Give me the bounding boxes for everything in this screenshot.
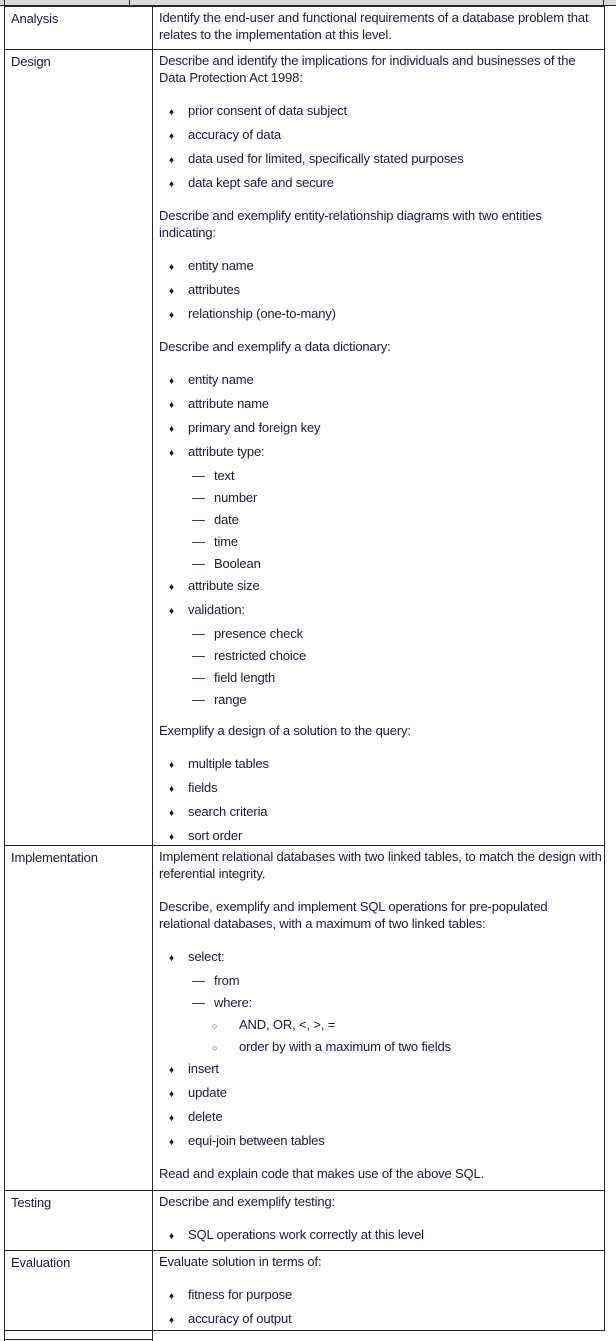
bullet-item-label: presence check <box>214 626 303 641</box>
bullet-item-line <box>159 1016 602 1035</box>
bullet-item <box>159 691 602 708</box>
bullet-item-label: accuracy of data <box>188 127 281 142</box>
bullet-item-label: validation: <box>188 602 245 617</box>
bullet-item-line <box>159 443 602 462</box>
bullet-item-line <box>159 533 602 550</box>
bullet-item <box>159 533 602 550</box>
bullet-item-line <box>159 126 602 145</box>
bullet-item-label: accuracy of output <box>188 1311 292 1326</box>
bullet-item-label: order by with a maximum of two fields <box>239 1039 451 1054</box>
bullet-item <box>159 1286 602 1305</box>
diamond-bullet-icon: ♦ <box>169 310 174 321</box>
bullet-item-label: AND, OR, <, >, = <box>239 1017 336 1032</box>
bullet-item-line <box>159 395 602 414</box>
bullet-item-line <box>159 1286 602 1305</box>
bullet-item-line <box>159 150 602 169</box>
bullet-item <box>159 948 602 1057</box>
diamond-bullet-icon: ♦ <box>169 1089 174 1100</box>
bullet-item <box>159 102 602 121</box>
dash-bullet-icon: — <box>192 556 205 571</box>
bullet-item-line <box>159 174 602 193</box>
bullet-item-line <box>159 511 602 528</box>
bullet-item-line <box>159 467 602 484</box>
requirement-paragraph: Describe and exemplify entity-relationship diagrams with two entities indicating: <box>159 208 542 240</box>
bullet-item-label: range <box>214 692 247 707</box>
diamond-bullet-icon: ♦ <box>169 107 174 118</box>
bullet-item-label: attribute name <box>188 396 270 411</box>
bullet-item <box>159 827 602 845</box>
bullet-item <box>159 305 602 324</box>
bullet-item-line <box>159 555 602 572</box>
table-row-design <box>5 50 604 846</box>
diamond-bullet-icon: ♦ <box>169 448 174 459</box>
table-row-testing <box>5 1191 604 1251</box>
requirements-cell <box>153 1251 604 1332</box>
bullet-item <box>159 577 602 596</box>
bullet-list-level-1 <box>159 1226 602 1245</box>
bullet-list-level-2 <box>159 467 602 572</box>
diamond-bullet-icon: ♦ <box>169 1137 174 1148</box>
bullet-item <box>159 489 602 506</box>
bullet-item-line <box>159 601 602 620</box>
requirements-table <box>4 6 605 1331</box>
dash-bullet-icon: — <box>192 973 205 988</box>
bullet-item-line <box>159 755 602 774</box>
bullet-item-label: time <box>214 534 238 549</box>
stage-label: Implementation <box>11 850 98 865</box>
bullet-item <box>159 511 602 528</box>
bullet-item-label: select: <box>188 949 225 964</box>
stage-label: Analysis <box>11 11 59 26</box>
bullet-item-line <box>159 1060 602 1079</box>
bullet-item-line <box>159 948 602 967</box>
bullet-item <box>159 257 602 276</box>
dash-bullet-icon: — <box>192 692 205 707</box>
diamond-bullet-icon: ♦ <box>169 1291 174 1302</box>
bullet-item-label: SQL operations work correctly at this level <box>188 1227 424 1242</box>
diamond-bullet-icon: ♦ <box>169 1231 174 1242</box>
table-row-evaluation <box>5 1251 604 1332</box>
bullet-item-label: from <box>214 973 240 988</box>
bullet-list-level-1 <box>159 371 602 708</box>
dash-bullet-icon: — <box>192 468 205 483</box>
circle-bullet-icon: ○ <box>212 1021 218 1031</box>
bullet-item-line <box>159 827 602 845</box>
bullet-item <box>159 1084 602 1103</box>
bullet-list-level-1 <box>159 948 602 1151</box>
bullet-item-line <box>159 419 602 438</box>
diamond-bullet-icon: ♦ <box>169 832 174 843</box>
bullet-item <box>159 1108 602 1127</box>
dash-bullet-icon: — <box>192 512 205 527</box>
bullet-item <box>159 1226 602 1245</box>
bullet-item-label: field length <box>214 670 276 685</box>
bullet-item-label: entity name <box>188 258 254 273</box>
bullet-item <box>159 467 602 484</box>
requirement-paragraph: Describe and identify the implications for individuals and businesses of the Data Protection Act 1998: <box>159 53 576 85</box>
bullet-list-level-2 <box>159 625 602 708</box>
bullet-item-label: relationship (one-to-many) <box>188 306 336 321</box>
diamond-bullet-icon: ♦ <box>169 606 174 617</box>
requirement-paragraph: Describe, exemplify and implement SQL operations for pre-populated relational databases, with a maximum of two linked tables: <box>159 899 548 931</box>
table-row-implementation <box>5 846 604 1191</box>
requirements-cell <box>153 846 604 1190</box>
bullet-item <box>159 1310 602 1329</box>
bullet-item-label: restricted choice <box>214 648 307 663</box>
stage-cell <box>5 1191 153 1250</box>
bullet-list-level-1 <box>159 257 602 324</box>
dash-bullet-icon: — <box>192 648 205 663</box>
bullet-item-line <box>159 691 602 708</box>
bullet-item-label: data used for limited, specifically stated purposes <box>188 151 464 166</box>
diamond-bullet-icon: ♦ <box>169 1315 174 1326</box>
bullet-item-label: date <box>214 512 239 527</box>
bullet-item <box>159 755 602 774</box>
bullet-item-label: Boolean <box>214 556 261 571</box>
bullet-item <box>159 803 602 822</box>
bullet-item <box>159 419 602 438</box>
bullet-item-line <box>159 305 602 324</box>
bullet-item <box>159 972 602 989</box>
bullet-item-label: data kept safe and secure <box>188 175 334 190</box>
circle-bullet-icon: ○ <box>212 1043 218 1053</box>
bullet-item-label: attribute type: <box>188 444 265 459</box>
bullet-item <box>159 625 602 642</box>
bullet-item <box>159 669 602 686</box>
bullet-item-line <box>159 803 602 822</box>
bullet-item <box>159 601 602 708</box>
bullet-item-label: prior consent of data subject <box>188 103 347 118</box>
diamond-bullet-icon: ♦ <box>169 784 174 795</box>
requirements-cell <box>153 7 604 49</box>
bullet-item <box>159 1038 602 1057</box>
bullet-item-label: attribute size <box>188 578 260 593</box>
requirement-paragraph: Exemplify a design of a solution to the query: <box>159 723 411 738</box>
requirement-paragraph: Read and explain code that makes use of the above SQL. <box>159 1166 485 1181</box>
diamond-bullet-icon: ♦ <box>169 400 174 411</box>
bullet-item-line <box>159 1310 602 1329</box>
stage-label: Testing <box>11 1195 52 1210</box>
bullet-item <box>159 1016 602 1035</box>
bullet-item-line <box>159 1132 602 1151</box>
stage-cell <box>5 1251 153 1332</box>
bullet-item-line <box>159 994 602 1011</box>
bullet-item-label: search criteria <box>188 804 268 819</box>
bullet-item <box>159 150 602 169</box>
bullet-item <box>159 1132 602 1151</box>
requirement-paragraph: Describe and exemplify a data dictionary: <box>159 339 391 354</box>
diamond-bullet-icon: ♦ <box>169 286 174 297</box>
bullet-item-line <box>159 281 602 300</box>
dash-bullet-icon: — <box>192 490 205 505</box>
bullet-item-label: fitness for purpose <box>188 1287 293 1302</box>
bullet-item-line <box>159 577 602 596</box>
diamond-bullet-icon: ♦ <box>169 155 174 166</box>
diamond-bullet-icon: ♦ <box>169 131 174 142</box>
dash-bullet-icon: — <box>192 534 205 549</box>
diamond-bullet-icon: ♦ <box>169 424 174 435</box>
bullet-item-label: update <box>188 1085 227 1100</box>
bullet-item <box>159 1060 602 1079</box>
bullet-item-label: where: <box>214 995 253 1010</box>
requirements-cell <box>153 50 604 845</box>
requirement-paragraph: Identify the end-user and functional requirements of a database problem that relates to the implementation at this level. <box>159 10 589 42</box>
diamond-bullet-icon: ♦ <box>169 808 174 819</box>
bullet-item-line <box>159 102 602 121</box>
requirement-paragraph: Describe and exemplify testing: <box>159 1194 335 1209</box>
diamond-bullet-icon: ♦ <box>169 760 174 771</box>
diamond-bullet-icon: ♦ <box>169 376 174 387</box>
bullet-item <box>159 443 602 572</box>
dash-bullet-icon: — <box>192 995 205 1010</box>
bullet-list-level-1 <box>159 755 602 845</box>
bullet-item-line <box>159 489 602 506</box>
stage-label: Design <box>11 54 51 69</box>
bullet-item-label: equi-join between tables <box>188 1133 325 1148</box>
bullet-item-label: insert <box>188 1061 219 1076</box>
requirements-cell <box>153 1191 604 1250</box>
bullet-item-label: text <box>214 468 235 483</box>
bullet-item <box>159 555 602 572</box>
bullet-item-line <box>159 669 602 686</box>
bullet-item-label: number <box>214 490 258 505</box>
bullet-item <box>159 281 602 300</box>
bullet-item <box>159 126 602 145</box>
bottom-sliver-partial-border <box>5 1339 153 1340</box>
bullet-list-level-2 <box>159 972 602 1057</box>
diamond-bullet-icon: ♦ <box>169 1113 174 1124</box>
diamond-bullet-icon: ♦ <box>169 262 174 273</box>
bullet-item-line <box>159 1038 602 1057</box>
diamond-bullet-icon: ♦ <box>169 582 174 593</box>
bullet-item-line <box>159 647 602 664</box>
bullet-list-level-1 <box>159 102 602 193</box>
bullet-item-line <box>159 257 602 276</box>
bullet-item-label: delete <box>188 1109 223 1124</box>
bullet-item-label: sort order <box>188 828 243 843</box>
stage-cell <box>5 846 153 1190</box>
bullet-item-line <box>159 371 602 390</box>
bullet-item-label: primary and foreign key <box>188 420 321 435</box>
bullet-item-line <box>159 625 602 642</box>
dash-bullet-icon: — <box>192 670 205 685</box>
bullet-list-level-1 <box>159 1286 602 1329</box>
bullet-item <box>159 371 602 390</box>
diamond-bullet-icon: ♦ <box>169 953 174 964</box>
stage-cell <box>5 7 153 49</box>
bullet-item <box>159 779 602 798</box>
requirement-paragraph: Evaluate solution in terms of: <box>159 1254 322 1269</box>
bullet-item <box>159 647 602 664</box>
bullet-item-line <box>159 779 602 798</box>
bullet-item-label: entity name <box>188 372 254 387</box>
bullet-item <box>159 395 602 414</box>
bullet-item <box>159 994 602 1057</box>
bullet-item-line <box>159 1108 602 1127</box>
bullet-item <box>159 174 602 193</box>
stage-cell <box>5 50 153 845</box>
dash-bullet-icon: — <box>192 626 205 641</box>
bullet-item-line <box>159 1226 602 1245</box>
diamond-bullet-icon: ♦ <box>169 179 174 190</box>
table-row-analysis <box>5 7 604 50</box>
bullet-item-line <box>159 1084 602 1103</box>
bullet-item-label: fields <box>188 780 218 795</box>
bullet-item-label: multiple tables <box>188 756 269 771</box>
bullet-list-level-3 <box>159 1016 602 1057</box>
requirement-paragraph: Implement relational databases with two linked tables, to match the design with referential integrity. <box>159 849 602 881</box>
diamond-bullet-icon: ♦ <box>169 1065 174 1076</box>
stage-label: Evaluation <box>11 1255 71 1270</box>
bullet-item-label: attributes <box>188 282 240 297</box>
bullet-item-line <box>159 972 602 989</box>
